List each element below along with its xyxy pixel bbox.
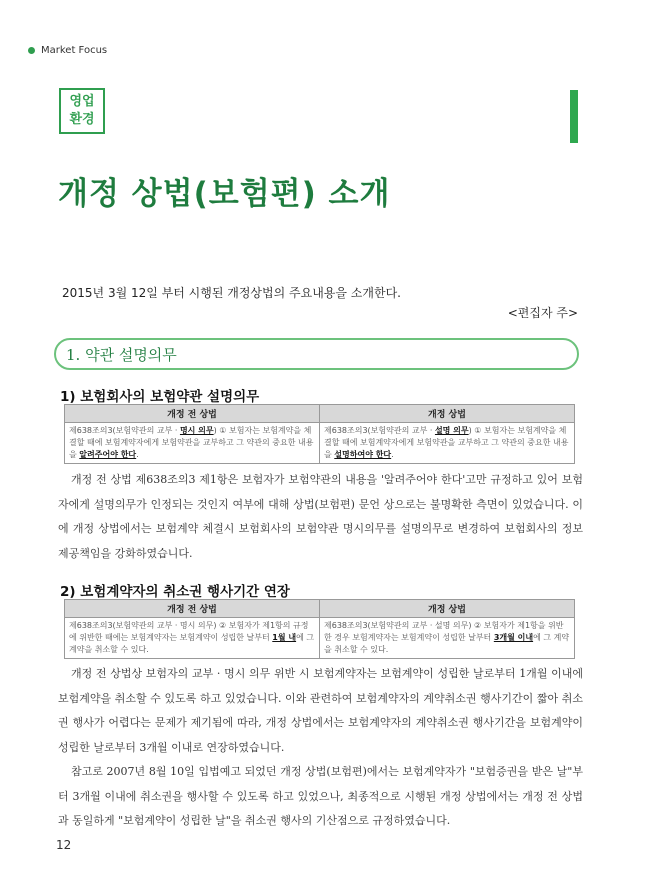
paragraph: 개정 전 상법 제638조의3 제1항은 보험자가 보험약관의 내용을 '알려주어야 한다'고만 규정하고 있어 보험자에게 설명의무가 인정되는 것인지 여부에 대해 상법(보험편) 문언 상으로는 불명확한 측면이 있었습니다. 이에 개정 상법에서는 보험계약 체결시 보험회사의 보험약관 명시의무를 설명의무로 변경하여 보험회사의 정보제공책임을 강화하였습니다. [58, 473, 583, 560]
section-heading: 1. 약관 설명의무 [66, 345, 177, 364]
table-header-before: 개정 전 상법 [65, 405, 320, 423]
paragraph: 개정 전 상법상 보험자의 교부 · 명시 의무 위반 시 보험계약자는 보험계약이 성립한 날로부터 1개월 이내에 보험계약을 취소할 수 있도록 하고 있었습니다. 이와 관련하여 보험계약자의 계약취소권 행사기간이 짧아 취소권 행사가 어렵다는 문제가 제기됨에 따라, 개정 상법에서는 보험계약자의 계약취소권 행사기간을 보험계약이 성립한 날로부터 3개월 이내로 연장하였습니다. [58, 667, 583, 754]
table-header-after: 개정 상법 [320, 405, 575, 423]
table-header-before: 개정 전 상법 [65, 600, 320, 618]
bullet-dot-icon [28, 47, 35, 54]
category-tag-line2: 환경 [69, 112, 95, 127]
table-cell-after: 제638조의3(보험약관의 교부 · 설명 의무) ① 보험자는 보험계약을 체결할 때에 보험계약자에게 보험약관을 교부하고 그 약관의 중요한 내용을 설명하여야 한다. [320, 423, 575, 464]
page-number: 12 [56, 838, 72, 852]
table-cell-after: 제638조의3(보험약관의 교부 · 설명 의무) ② 보험자가 제1항을 위반한 경우 보험계약자는 보험계약이 성립한 날부터 3개월 이내에 그 계약을 취소할 수 있다. [320, 618, 575, 659]
body-paragraph-2 [58, 662, 583, 834]
accent-bar [570, 90, 578, 143]
comparison-table-2 [64, 599, 575, 659]
category-tag-line1: 영업 [69, 94, 95, 109]
intro-text: 2015년 3월 12일 부터 시행된 개정상법의 주요내용을 소개한다. [62, 286, 401, 300]
editor-note: <편집자 주> [507, 306, 578, 320]
header-section-label: Market Focus [41, 45, 108, 56]
table-cell-before: 제638조의3(보험약관의 교부 · 명시 의무) ① 보험자는 보험계약을 체결할 때에 보험계약자에게 보험약관을 교부하고 그 약관의 중요한 내용을 알려주어야 한다. [65, 423, 320, 464]
article-title: 개정 상법(보험편) 소개 [58, 176, 391, 212]
subsection-2-title: 2) 보험계약자의 취소권 행사기간 연장 [60, 584, 290, 600]
comparison-table-1 [64, 404, 575, 464]
category-tag [59, 88, 105, 134]
body-paragraph-1 [58, 468, 583, 566]
table-header-after: 개정 상법 [320, 600, 575, 618]
section-heading-box [54, 338, 579, 370]
page-header [28, 45, 107, 56]
table-cell-before: 제638조의3(보험약관의 교부 · 명시 의무) ② 보험자가 제1항의 규정에 위반한 때에는 보험계약자는 보험계약이 성립한 날부터 1월 내에 그 계약을 취소할 수 있다. [65, 618, 320, 659]
paragraph: 참고로 2007년 8월 10일 입법예고 되었던 개정 상법(보험편)에서는 보험계약자가 "보험증권을 받은 날"부터 3개월 이내에 취소권을 행사할 수 있도록 하고 있었으나, 최종적으로 시행된 개정 상법에서는 개정 전 상법과 동일하게 "보험계약이 성립한 날"을 취소권 행사의 기산점으로 규정하였습니다. [58, 765, 583, 827]
subsection-1-title: 1) 보험회사의 보험약관 설명의무 [60, 389, 260, 405]
